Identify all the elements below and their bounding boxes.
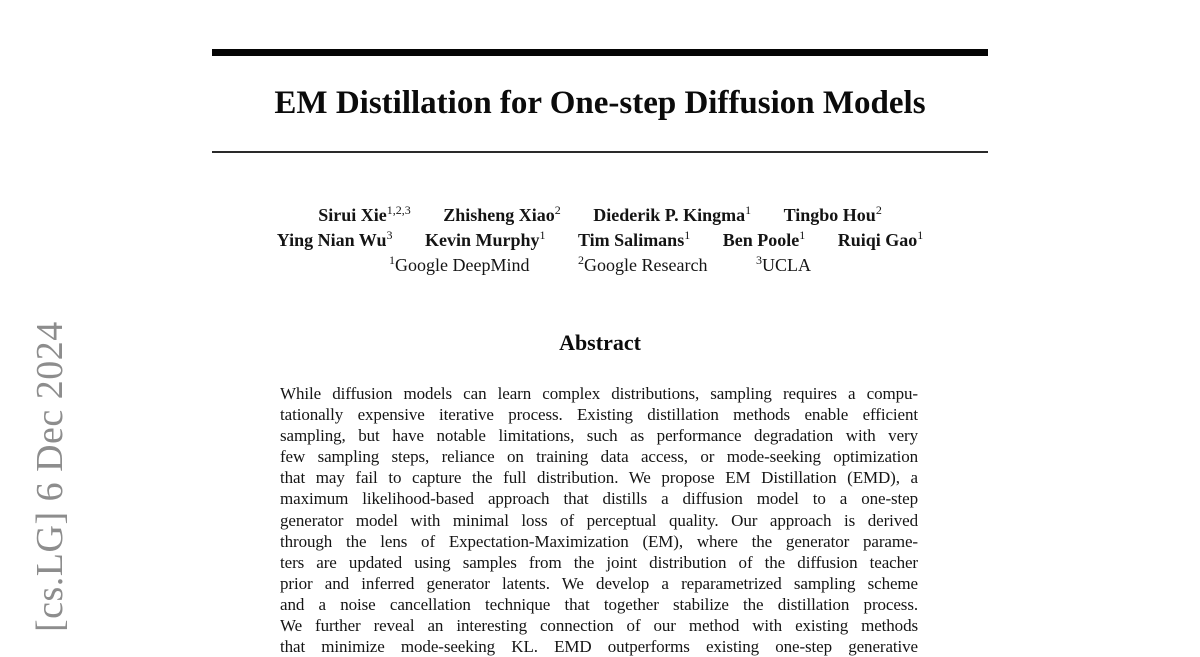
abstract-line: generator model with minimal loss of perceptual quality. Our approach is derived bbox=[280, 510, 918, 530]
authors-row-2 bbox=[212, 228, 988, 253]
abstract-line: that may fail to capture the full distribution. We propose EM Distillation (EMD), a bbox=[280, 468, 918, 488]
author-name: Ruiqi Gao$^1$ bbox=[837, 228, 924, 250]
abstract-heading: Abstract bbox=[559, 330, 641, 355]
affiliations-row bbox=[212, 253, 988, 278]
abstract-line: that minimize mode-seeking KL. EMD outperforms existing one-step generative bbox=[280, 637, 918, 657]
abstract-line: While diffusion models can learn complex distributions, sampling requires a compu- bbox=[280, 384, 918, 403]
author-affiliation-superscript: 2 bbox=[554, 203, 561, 217]
author-name: Tim Salimans$^1$ bbox=[578, 228, 691, 250]
abstract-line: sampling, but have notable limitations, such as performance degradation with very bbox=[280, 426, 918, 446]
abstract-line: and a noise cancellation technique that together stabilize the distillation process. bbox=[280, 594, 918, 614]
content-column bbox=[212, 0, 988, 657]
author-affiliation-superscript: 1,2,3 bbox=[386, 203, 411, 217]
arxiv-watermark: [cs.LG] 6 Dec 2024 bbox=[29, 321, 71, 632]
abstract-line: through the lens of Expectation-Maximization (EM), where the generator parame- bbox=[280, 531, 918, 551]
author-affiliation-superscript: 1 bbox=[539, 228, 546, 242]
author-affiliation-superscript: 2 bbox=[875, 203, 882, 217]
affiliation: $^1$Google DeepMind bbox=[389, 253, 530, 275]
abstract-line: few sampling steps, reliance on training data access, or mode-seeking optimization bbox=[280, 447, 918, 467]
abstract-paragraph bbox=[280, 383, 918, 657]
affiliation: $^2$Google Research bbox=[578, 253, 708, 275]
abstract-line: prior and inferred generator latents. We develop a reparametrized sampling scheme bbox=[280, 573, 918, 593]
affiliation-number-superscript: 2 bbox=[578, 253, 585, 267]
authors-row-1 bbox=[212, 203, 988, 228]
top-rule bbox=[212, 49, 988, 56]
author-name: Ben Poole$^1$ bbox=[722, 228, 806, 250]
affiliation-number-superscript: 1 bbox=[389, 253, 396, 267]
author-name: Kevin Murphy$^1$ bbox=[424, 228, 546, 250]
abstract-line: tationally expensive iterative process. Existing distillation methods enable efficient bbox=[280, 405, 918, 425]
affiliation-number-superscript: 3 bbox=[755, 253, 762, 267]
abstract-line: ters are updated using samples from the joint distribution of the diffusion teacher bbox=[280, 552, 918, 572]
abstract-line: We further reveal an interesting connection of our method with existing methods bbox=[280, 616, 918, 636]
author-affiliation-superscript: 1 bbox=[684, 228, 691, 242]
paper-title: EM Distillation for One-step Diffusion Models bbox=[274, 85, 926, 121]
author-affiliation-superscript: 1 bbox=[799, 228, 806, 242]
author-affiliation-superscript: 1 bbox=[745, 203, 752, 217]
author-name: Sirui Xie$^{1,2,3}$ bbox=[318, 203, 411, 225]
author-affiliation-superscript: 1 bbox=[917, 228, 924, 242]
author-name: Zhisheng Xiao$^2$ bbox=[443, 203, 561, 225]
author-affiliation-superscript: 3 bbox=[386, 228, 393, 242]
author-name: Ying Nian Wu$^3$ bbox=[276, 228, 393, 250]
author-name: Tingbo Hou$^2$ bbox=[783, 203, 882, 225]
authors-block bbox=[212, 203, 988, 278]
author-name: Diederik P. Kingma$^1$ bbox=[593, 203, 752, 225]
title-rule bbox=[212, 151, 988, 153]
abstract-line: maximum likelihood-based approach that distills a diffusion model to a one-step bbox=[280, 489, 918, 509]
affiliation: $^3$UCLA bbox=[755, 253, 811, 275]
